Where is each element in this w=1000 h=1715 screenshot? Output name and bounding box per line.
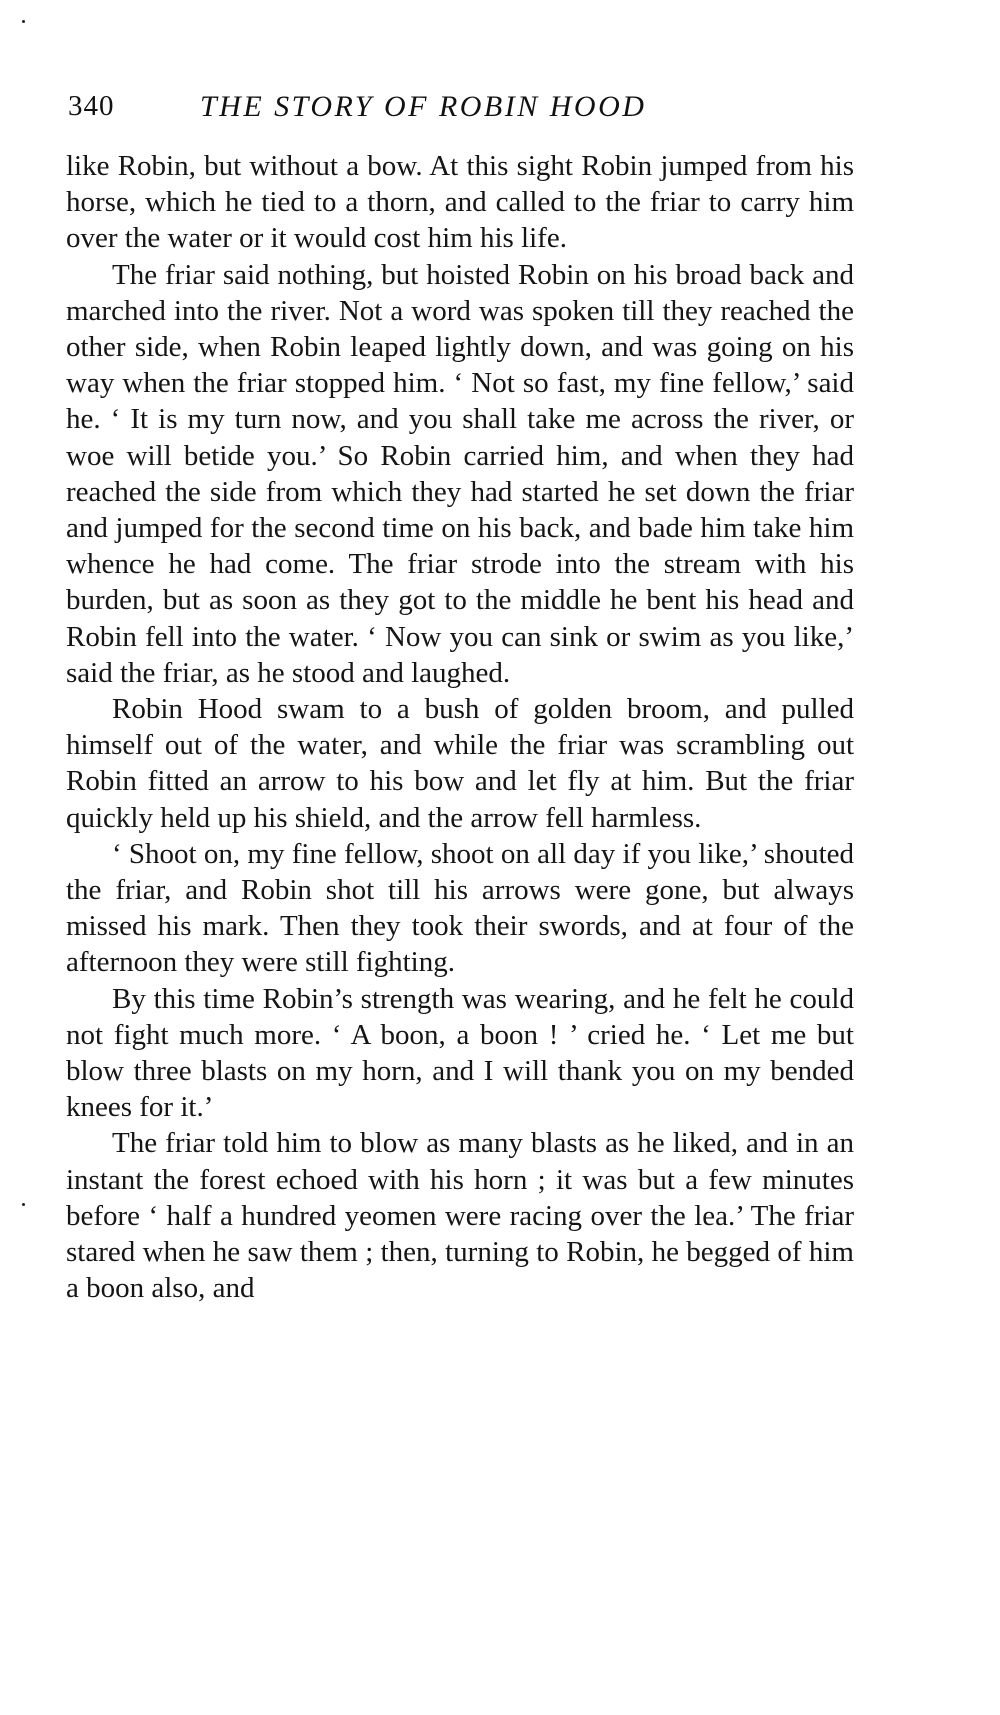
scan-speck [22,20,25,23]
paragraph: The friar said nothing, but hoisted Robin on his broad back and marched into the river. Not a word was spoken till they reached the other side, when Robin leaped lightly down, and was going on his way when the friar stopped him. ‘ Not so fast, my fine fellow,’ said he. ‘ It is my turn now, and you shall take me across the river, or woe will betide you.’ So Robin carried him, and when they had reached the side from which they had started he set down the friar and jumped for the second time on his back, and bade him take him whence he had come. The friar strode into the stream with his burden, but as soon as they got to the middle he bent his head and Robin fell into the water. ‘ Now you can sink or swim as you like,’ said the friar, as he stood and laughed. [66,258,854,689]
page-header [68,90,858,130]
paragraph: ‘ Shoot on, my fine fellow, shoot on all day if you like,’ shouted the friar, and Robin shot till his arrows were gone, but always missed his mark. Then they took their swords, and at four of the afternoon they were still fighting. [66,837,854,979]
paragraph: like Robin, but without a bow. At this sight Robin jumped from his horse, which he tied to a thorn, and called to the friar to carry him over the water or it would cost him his life. [66,150,854,255]
scan-speck [22,1203,25,1206]
paragraph: Robin Hood swam to a bush of golden broom, and pulled himself out of the water, and while the friar was scrambling out Robin fitted an arrow to his bow and let fly at him. But the friar quickly held up his shield, and the arrow fell harmless. [66,693,854,834]
body-text [66,148,854,1307]
paragraph: The friar told him to blow as many blasts as he liked, and in an instant the forest echoed with his horn ; it was but a few minutes before ‘ half a hundred yeomen were racing over the lea.’ The friar stared when he saw them ; then, turning to Robin, he begged of him a boon also, and [66,1127,854,1305]
running-title: THE STORY OF ROBIN HOOD [200,90,647,123]
page-number: 340 [68,90,115,122]
paragraph: By this time Robin’s strength was wearing, and he felt he could not fight much more. ‘ A boon, a boon ! ’ cried he. ‘ Let me but blow three blasts on my horn, and I will thank you on my bended knees for it.’ [66,982,854,1124]
